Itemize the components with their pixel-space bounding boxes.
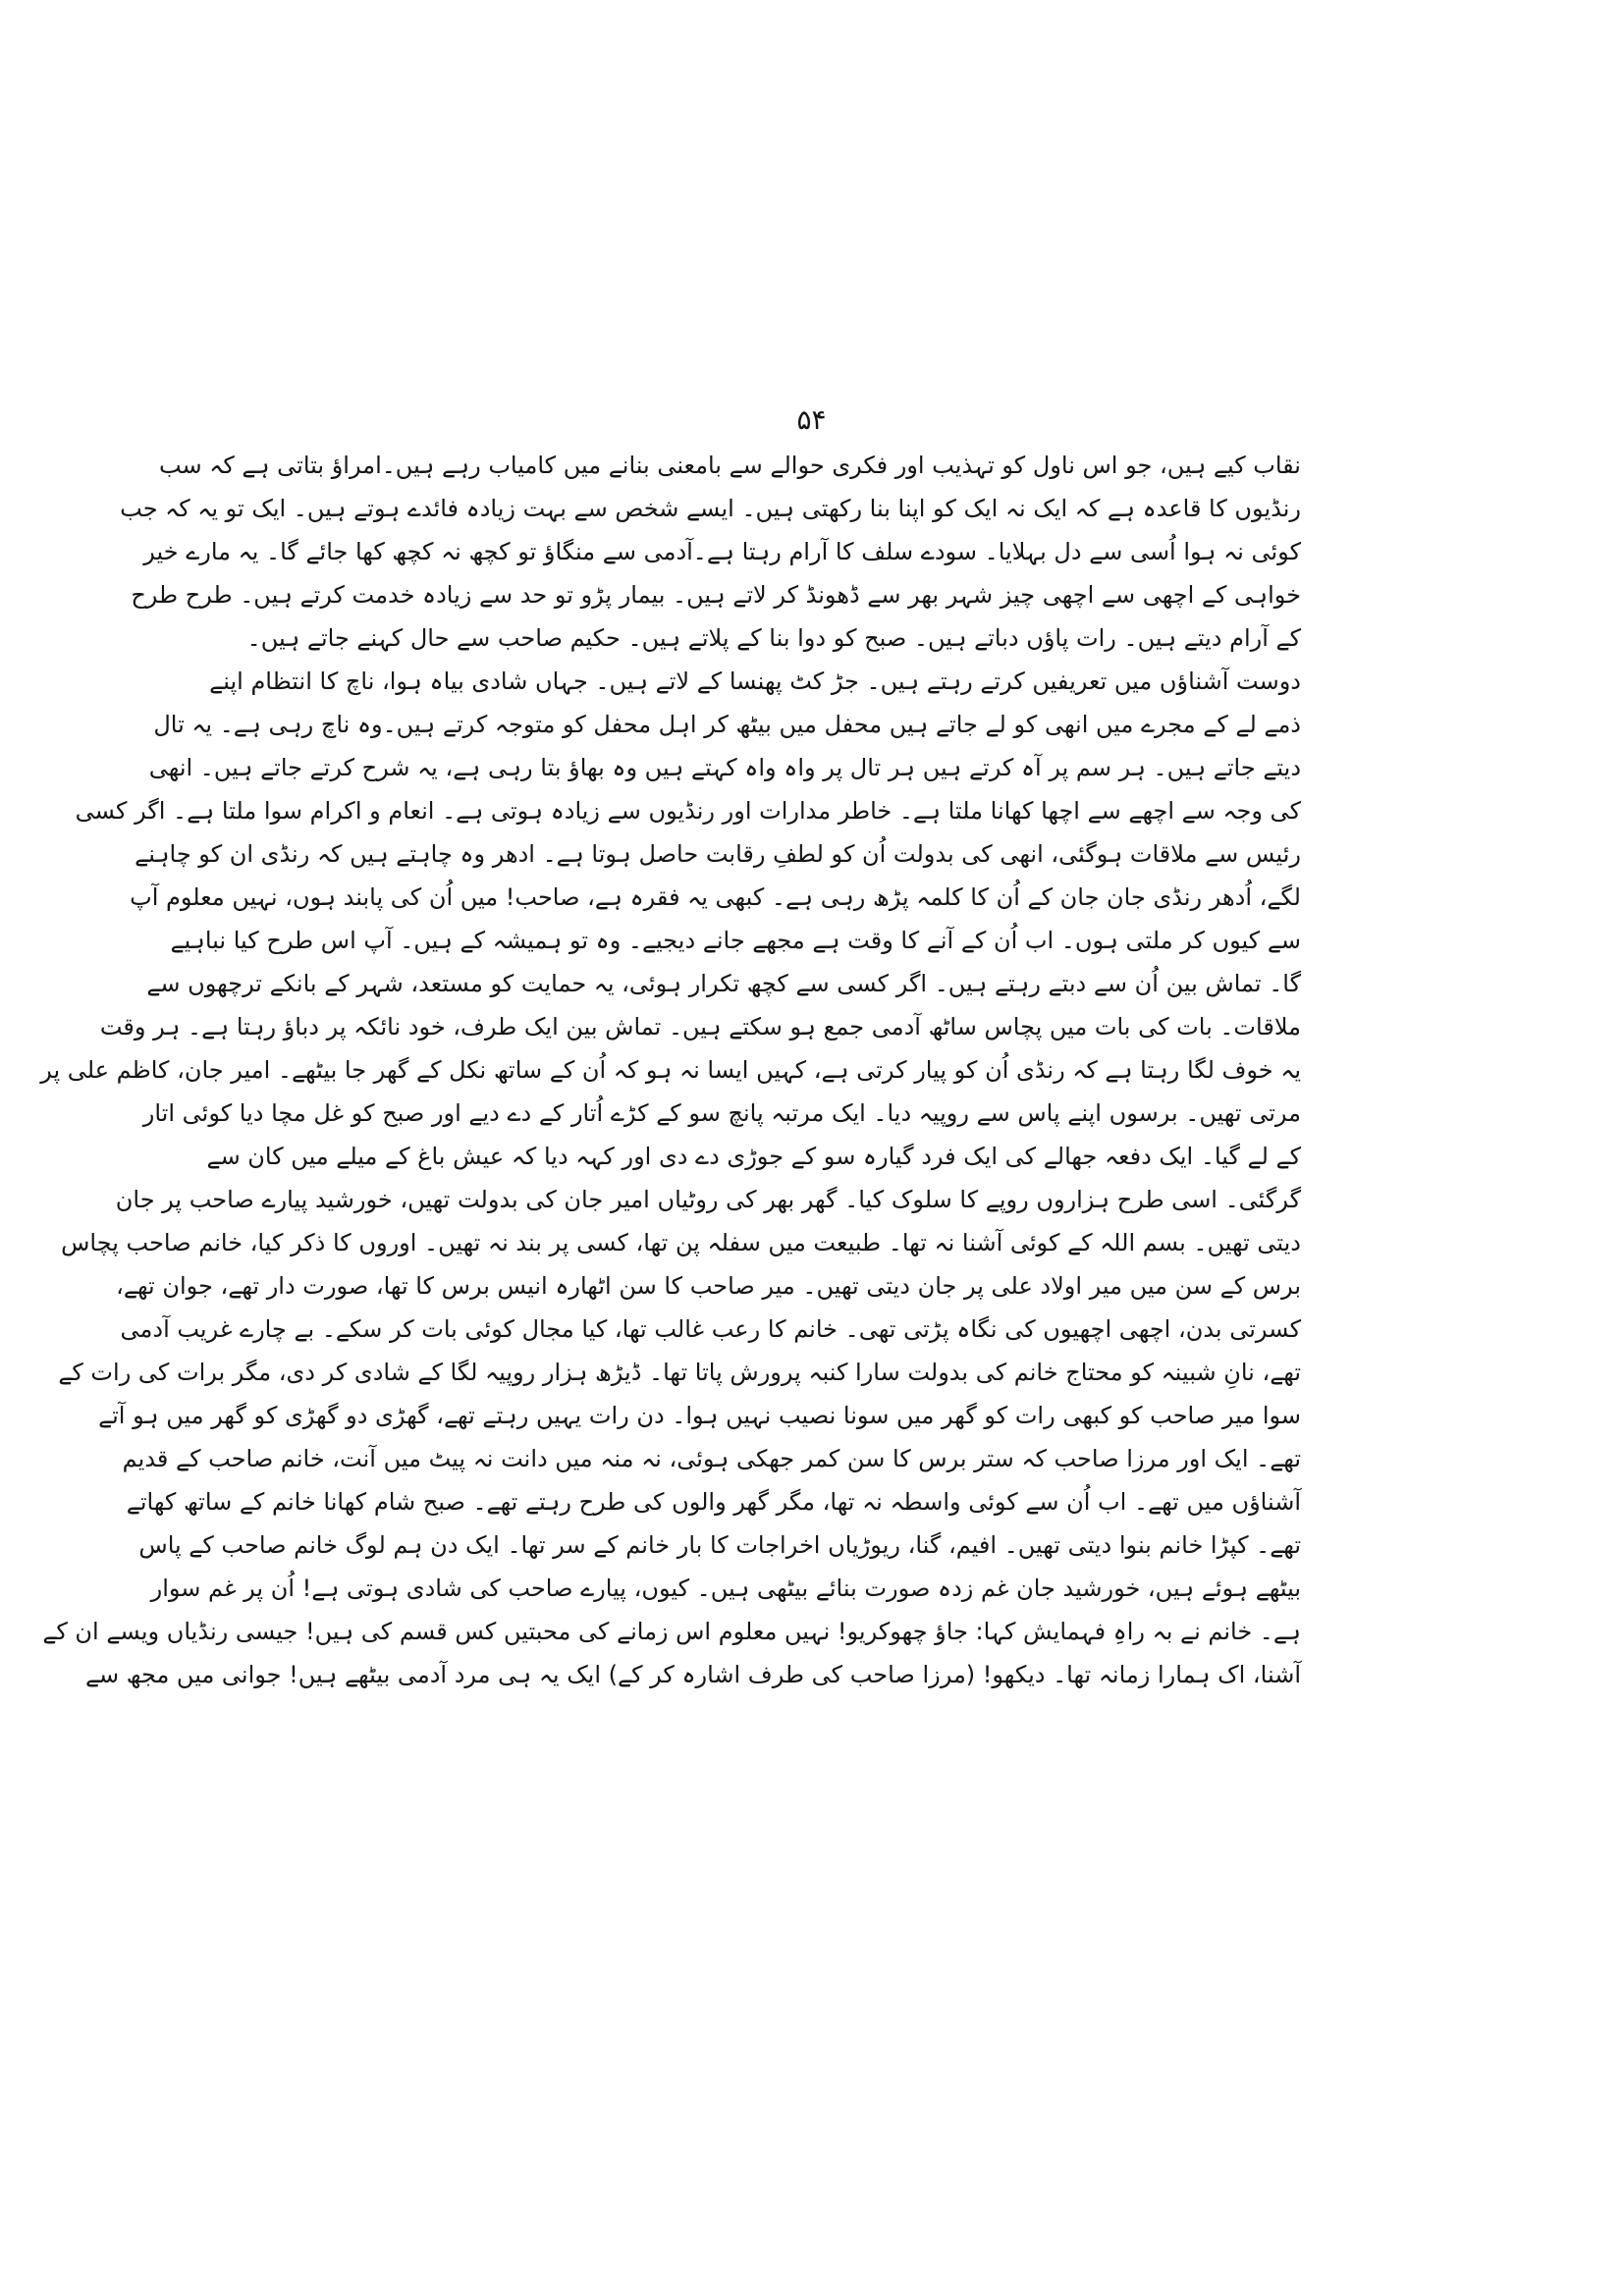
text-line: خواہی کے اچھی سے اچھی چیز شہر بھر سے ڈھونڈ کر لاتے ہیں۔ بیمار پڑو تو حد سے زیادہ خدمت کرتے ہیں۔ طرح طرح bbox=[131, 581, 1301, 609]
body-text bbox=[40, 444, 1301, 1696]
text-line: دوست آشناؤں میں تعریفیں کرتے رہتے ہیں۔ جڑ کٹ پھنسا کے لاتے ہیں۔ جہاں شادی بیاہ ہوا، ناچ کا انتظام اپنے bbox=[209, 667, 1301, 695]
text-line: رئیس سے ملاقات ہوگئی، انھی کی بدولت اُن کو لطفِ رقابت حاصل ہوتا ہے۔ ادھر وہ چاہتے ہیں کہ رنڈی ان کو چاہنے bbox=[135, 840, 1301, 868]
text-line: نقاب کیے ہیں، جو اس ناول کو تہذیب اور فکری حوالے سے بامعنی بنانے میں کامیاب رہے ہیں۔امراؤ بتاتی ہے کہ سب bbox=[158, 452, 1301, 479]
text-line: کسرتی بدن، اچھی اچھیوں کی نگاہ پڑتی تھی۔ خانم کا رعب غالب تھا، کیا مجال کوئی بات کر سکے۔ بے چارے غریب آدمی bbox=[120, 1315, 1301, 1343]
text-line: یہ خوف لگا رہتا ہے کہ رنڈی اُن کو پیار کرتی ہے، کہیں ایسا نہ ہو کہ اُن کے ساتھ نکل کے گھر جا بیٹھے۔ امیر جان، کاظم علی پر bbox=[40, 1056, 1301, 1084]
text-line: سوا میر صاحب کو کبھی رات کو گھر میں سونا نصیب نہیں ہوا۔ دن رات یہیں رہتے تھے، گھڑی دو گھڑی کو گھر میں ہو آتے bbox=[98, 1402, 1301, 1429]
text-line: کی وجہ سے اچھے سے اچھا کھانا ملتا ہے۔ خاطر مدارات اور رنڈیوں سے زیادہ ہوتی ہے۔ انعام و اکرام سوا ملتا ہے۔ اگر کسی bbox=[75, 797, 1301, 825]
page-number: ۵۴ bbox=[796, 403, 827, 436]
text-line: گا۔ تماش بین اُن سے دبتے رہتے ہیں۔ اگر کسی سے کچھ تکرار ہوئی، یہ حمایت کو مستعد، شہر کے بانکے ترچھوں سے bbox=[146, 970, 1301, 997]
text-line: دیتے جاتے ہیں۔ ہر سم پر آہ کرتے ہیں ہر تال پر واہ واہ کہتے ہیں وہ بھاؤ بتا رہی ہے، یہ شرح کرتے جاتے ہیں۔ انھی bbox=[148, 754, 1301, 781]
text-line: ملاقات۔ بات کی بات میں پچاس ساٹھ آدمی جمع ہو سکتے ہیں۔ تماش بین ایک طرف، خود نائکہ پر دباؤ رہتا ہے۔ ہر وقت bbox=[99, 1013, 1301, 1041]
text-line: رنڈیوں کا قاعدہ ہے کہ ایک نہ ایک کو اپنا بنا رکھتی ہیں۔ ایسے شخص سے بہت زیادہ فائدے ہوتے ہیں۔ ایک تو یہ کہ جب bbox=[120, 495, 1301, 522]
text-line: کوئی نہ ہوا اُسی سے دل بہلایا۔ سودے سلف کا آرام رہتا ہے۔آدمی سے منگاؤ تو کچھ نہ کچھ کھا جائے گا۔ یہ مارے خیر bbox=[143, 538, 1301, 565]
text-line: سے کیوں کر ملتی ہوں۔ اب اُن کے آنے کا وقت ہے مجھے جانے دیجیے۔ وہ تو ہمیشہ کے ہیں۔ آپ اس طرح کیا نباہیے bbox=[170, 927, 1301, 954]
text-line: تھے، نانِ شبینہ کو محتاج خانم کی بدولت سارا کنبہ پرورش پاتا تھا۔ ڈیڑھ ہزار روپیہ لگا کے شادی کر دی، مگر برات کی رات کے bbox=[58, 1359, 1301, 1386]
text-line: دیتی تھیں۔ بسم اللہ کے کوئی آشنا نہ تھا۔ طبیعت میں سفلہ پن تھا، کسی پر بند نہ تھیں۔ اوروں کا ذکر کیا، خانم صاحب پچاس bbox=[61, 1229, 1301, 1256]
text-line: تھے۔ کپڑا خانم بنوا دیتی تھیں۔ افیم، گنا، ریوڑیاں اخراجات کا بار خانم کے سر تھا۔ ایک دن ہم لوگ خانم صاحب کے پاس bbox=[138, 1531, 1301, 1559]
text-line: آشنا، اک ہمارا زمانہ تھا۔ دیکھو! (مرزا صاحب کی طرف اشارہ کر کے) ایک یہ ہی مرد آدمی بیٹھے ہیں! جوانی میں مجھ سے bbox=[84, 1661, 1301, 1688]
text-line: تھے۔ ایک اور مرزا صاحب کہ ستر برس کا سن کمر جھکی ہوئی، نہ منہ میں دانت نہ پیٹ میں آنت، خانم صاحب کے قدیم bbox=[122, 1445, 1301, 1472]
text-line: کے لے گیا۔ ایک دفعہ جھالے کی ایک فرد گیارہ سو کے جوڑی دے دی اور کہہ دیا کہ عیش باغ کے میلے میں کان سے bbox=[206, 1143, 1301, 1170]
text-line: بیٹھے ہوئے ہیں، خورشید جان غم زدہ صورت بنائے بیٹھی ہیں۔ کیوں، پیارے صاحب کی شادی ہوتی ہے! اُن پر غم سوار bbox=[150, 1575, 1301, 1602]
text-line: مرتی تھیں۔ برسوں اپنے پاس سے روپیہ دیا۔ ایک مرتبہ پانچ سو کے کڑے اُتار کے دے دیے اور صبح کو غل مچا دیا کوئی اتار bbox=[142, 1099, 1301, 1127]
text-line: گرگئی۔ اسی طرح ہزاروں روپے کا سلوک کیا۔ گھر بھر کی روٹیاں امیر جان کی بدولت تھیں، خورشید پیارے صاحب پر جان bbox=[115, 1186, 1301, 1213]
text-line: ذمے لے کے مجرے میں انھی کو لے جاتے ہیں محفل میں بیٹھ کر اہل محفل کو متوجہ کرتے ہیں۔وہ ناچ رہی ہے۔ یہ تال bbox=[153, 711, 1301, 738]
text-line: برس کے سن میں میر اولاد علی پر جان دیتی تھیں۔ میر صاحب کا سن اٹھارہ انیس برس کا تھا، صورت دار تھے، جوان تھے، bbox=[116, 1272, 1301, 1300]
text-line: کے آرام دیتے ہیں۔ رات پاؤں دباتے ہیں۔ صبح کو دوا بنا کے پلاتے ہیں۔ حکیم صاحب سے حال کہنے جاتے ہیں۔ bbox=[246, 624, 1301, 652]
text-line: لگے، اُدھر رنڈی جان جان کے اُن کا کلمہ پڑھ رہی ہے۔ کبھی یہ فقرہ ہے، صاحب! میں اُن کی پابند ہوں، نہیں معلوم آپ bbox=[130, 883, 1301, 911]
text-line: ہے۔ خانم نے بہ راہِ فہمایش کہا: جاؤ چھوکریو! نہیں معلوم اس زمانے کی محبتیں کس قسم کی ہیں! جیسی رنڈیاں ویسے ان کے bbox=[42, 1618, 1301, 1645]
text-line: آشناؤں میں تھے۔ اب اُن سے کوئی واسطہ نہ تھا، مگر گھر والوں کی طرح رہتے تھے۔ صبح شام کھانا خانم کے ساتھ کھاتے bbox=[126, 1488, 1301, 1516]
